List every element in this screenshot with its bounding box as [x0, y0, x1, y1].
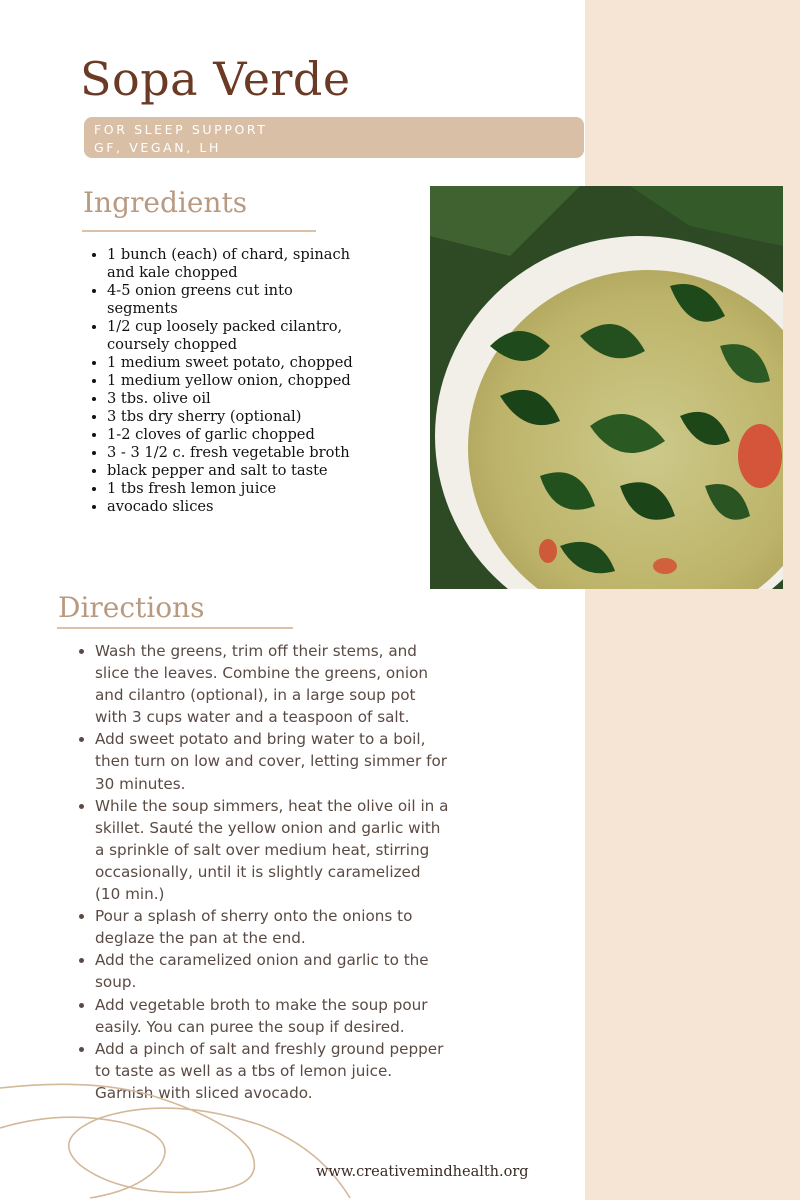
ingredient-item: • avocado slices — [107, 498, 357, 516]
ingredients-list — [90, 246, 357, 516]
tag-sleep-support: FOR SLEEP SUPPORT — [94, 122, 268, 137]
ingredient-item: • 3 tbs. olive oil — [107, 390, 357, 408]
direction-step: • Pour a splash of sherry onto the onions to deglaze the pan at the end. — [95, 905, 450, 949]
ingredient-item: • 1-2 cloves of garlic chopped — [107, 426, 357, 444]
ingredient-item: • 3 - 3 1/2 c. fresh vegetable broth — [107, 444, 357, 462]
ingredient-item: • 3 tbs dry sherry (optional) — [107, 408, 357, 426]
direction-step: • Add a pinch of salt and freshly ground pepper to taste as well as a tbs of lemon juice. Garnish with sliced avocado. — [95, 1038, 450, 1104]
tag-band — [84, 117, 584, 158]
directions-divider — [57, 627, 293, 629]
ingredients-heading: Ingredients — [83, 186, 248, 219]
direction-step: • While the soup simmers, heat the olive oil in a skillet. Sauté the yellow onion and garlic with a sprinkle of salt over medium heat, stirring occasionally, until it is slightly caramelized (10 min.) — [95, 795, 450, 905]
ingredient-item: • black pepper and salt to taste — [107, 462, 357, 480]
tag-dietary: GF, VEGAN, LH — [94, 140, 221, 155]
ingredient-item: • 1 medium sweet potato, chopped — [107, 354, 357, 372]
recipe-title: Sopa Verde — [80, 52, 351, 106]
direction-step: • Wash the greens, trim off their stems, and slice the leaves. Combine the greens, onion and cilantro (optional), in a large soup pot with 3 cups water and a teaspoon of salt. — [95, 640, 450, 728]
directions-heading: Directions — [58, 591, 205, 624]
direction-step: • Add sweet potato and bring water to a boil, then turn on low and cover, letting simmer for 30 minutes. — [95, 728, 450, 794]
ingredient-item: • 1 tbs fresh lemon juice — [107, 480, 357, 498]
ingredient-item: • 4-5 onion greens cut into segments — [107, 282, 357, 318]
swirl-line-decoration — [0, 1070, 360, 1200]
soup-illustration — [430, 186, 783, 589]
ingredient-item: • 1 bunch (each) of chard, spinach and kale chopped — [107, 246, 357, 282]
direction-step: • Add vegetable broth to make the soup pour easily. You can puree the soup if desired. — [95, 994, 450, 1038]
ingredient-item: • 1/2 cup loosely packed cilantro, coursely chopped — [107, 318, 357, 354]
ingredients-divider — [82, 230, 316, 232]
directions-list — [78, 640, 450, 1104]
website-url: www.creativemindhealth.org — [316, 1164, 529, 1180]
right-panel-background — [585, 0, 800, 1200]
soup-bowl-photo — [430, 186, 783, 589]
direction-step: • Add the caramelized onion and garlic to the soup. — [95, 949, 450, 993]
ingredient-item: • 1 medium yellow onion, chopped — [107, 372, 357, 390]
